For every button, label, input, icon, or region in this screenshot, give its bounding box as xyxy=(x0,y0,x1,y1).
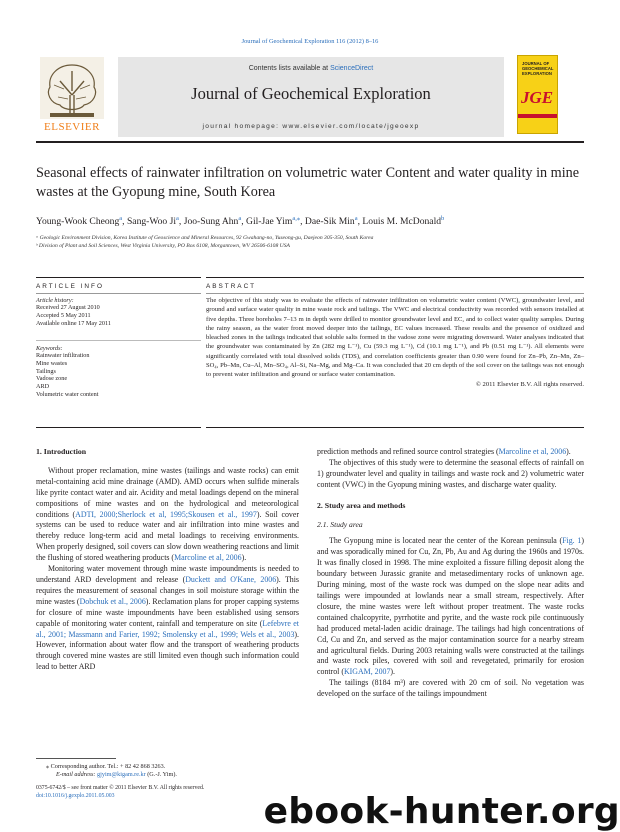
citation-link[interactable]: Lefebvre et al., 2001; Massmann and Farier, 1992; Smolensky et al., 1999; Wels et al., 2003 xyxy=(36,618,300,639)
article-title: Seasonal effects of rainwater infiltration on volumetric water Content and water quality in mine wastes at the Gyopung mine, South Korea xyxy=(36,165,580,200)
author-name[interactable]: Louis M. McDonald xyxy=(362,216,442,228)
corresponding-footnote xyxy=(36,763,299,779)
author-affil-sup[interactable]: a xyxy=(238,215,242,222)
author-list: Young-Wook Cheong$^a$, Sang-Woo Ji$^a$, Joo-Sung Ahn$^a$, Gil-Jae Yim$^{a,⁎}$, Dae-Sik Min$^a$, Louis M. McDonald$^b$ xyxy=(36,215,445,228)
history-label: Article history: xyxy=(36,297,74,304)
citation-link[interactable]: Marcoline et al, 2006 xyxy=(498,447,567,456)
author-name[interactable]: Gil-Jae Yim xyxy=(246,216,293,228)
sciencedirect-link[interactable]: ScienceDirect xyxy=(330,65,374,72)
info-bottom-rule xyxy=(36,427,201,428)
left-column xyxy=(36,447,299,673)
text-run: The Gyopung mine is located near the center of the Korean peninsula ( xyxy=(329,536,563,546)
author-name[interactable]: Sang-Woo Ji xyxy=(126,216,177,228)
text-run: ). Soil cover systems can be used to reduce water and air infiltration into mine wastes and thereby reduce long-term acid and metal loadings to receiving environments. When properly designed, soil covers can slow down weathering reactions and limit the flushing of stored weathering products ( xyxy=(36,509,299,563)
cover-title xyxy=(522,61,553,76)
abstract-copyright: © 2011 Elsevier B.V. All rights reserved. xyxy=(475,380,584,388)
citation-link[interactable]: ADTI, 2000;Sherlock et al, 1995;Skousen et al., 1997 xyxy=(75,509,257,519)
journal-reference[interactable]: Journal of Geochemical Exploration 116 (2012) 8–16 xyxy=(241,38,379,45)
history-received: Received 27 August 2010 xyxy=(36,304,100,311)
cover-abbrev: JGE xyxy=(521,88,554,107)
abstract-top-rule xyxy=(206,277,584,278)
elsevier-wordmark: ELSEVIER xyxy=(44,121,100,133)
right-paragraph-2 xyxy=(317,536,584,678)
keyword-item: Mine wastes xyxy=(36,359,68,367)
issn-line: 0375-6742/$ – see front matter © 2011 Elsevier B.V. All rights reserved. xyxy=(36,785,205,791)
right-paragraph-3: The tailings (8184 m³) are covered with 20 cm of soil. No vegetation was developed on the surface of the tailings impoundment xyxy=(317,678,584,699)
article-history xyxy=(36,297,201,327)
author-affil-sup[interactable]: b xyxy=(441,215,445,222)
author-affil-sup[interactable]: a,⁎ xyxy=(292,215,301,222)
text-run: ). xyxy=(390,667,396,677)
footnote-rule xyxy=(36,758,116,759)
abstract-text: The objective of this study was to evaluate the effects of rainwater infiltration on volumetric water content (VWC), groundwater level, and ground and surface water quality in mine waste rock and tailings. The VWC and electrical conductivity was recorded with sensors installed at five depths. Three boreholes 7–13 m in depth were drilled to monitor groundwater level and EC, and to collect water quality samples. During the rainy season, as the water front moved deeper into the tailings, EC values increased. These results and the presence of oxidized and bleached zones in the tailings indicated that soluble salts formed in the vadose zone were migrating downward. Water analyses indicated that the groundwater was contaminated by Zn (282 mg L⁻¹), Cu (59.3 mg L⁻¹), Cd (10.1 mg L⁻¹), and Pb (0.51 mg L⁻¹). All elements were significantly correlated with total dissolved solids (TDS), and correlation coefficients greater than 0.90 were found for Zn–Pb, Zn–Mn, Zn–SO₄, Pb–Mn, Cu–Al, Mn–SO₄, Al–Si, Na–Mg, and Mg–Ca. It was concluded that 20 cm depth of the soil cover on the tailings was not enough to prevent water infiltration and ground or surface water contamination. xyxy=(206,297,584,379)
section-heading-study-area: 2. Study area and methods xyxy=(317,500,406,510)
elsevier-logo[interactable] xyxy=(36,55,108,135)
author-name[interactable]: Joo-Sung Ahn xyxy=(183,216,239,228)
contents-prefix: Contents lists available at xyxy=(248,65,331,72)
info-mid-rule xyxy=(36,340,201,341)
text-run: prediction methods and refined source control strategies ( xyxy=(317,447,499,456)
text-run: ) and was sporadically mined for Cu, Zn, Pb, Au and Ag during the 1960s and 1970s. It was finally closed in 1998. The mine exploited a fissure filling deposit along the boundary between Jurassic granite and metasedimentary rocks of unknown age. During mining, most of the waste rock was dumped on the slope near adits and tailings were impounded at lowlands near a small stream, respectively. After closure, the mine wastes were left without proper treatment. The waste rocks contained chalcopyrite, pyrrhotite and pyrite, and the waste rock pile continuously had produced metal-laden acidic drainage. The tailings had high concentrations of Cd, Cu and Zn, and served as the major contamination source for a nearby stream and agricultural fields. During 2003 retaining walls were constructed at the tailings and waste rock piles, covered with soil and revegetated, primarily for erosion control ( xyxy=(317,536,584,677)
abstract-body xyxy=(206,296,584,389)
right-paragraph-1: The objectives of this study were to determine the seasonal effects of rainfall on 1) groundwater level and quality in tailings and waste rock and 2) volumetric water content (VWC) in the Gyopung mining wastes, and discharge water quality. xyxy=(317,457,584,489)
section-heading-introduction: 1. Introduction xyxy=(36,447,87,456)
contents-line xyxy=(118,65,504,72)
author-name[interactable]: Dae-Sik Min xyxy=(304,216,355,228)
header-rule xyxy=(36,141,584,143)
abstract-heading: ABSTRACT xyxy=(206,283,257,290)
cover-line-2: GEOCHEMICAL xyxy=(522,66,554,71)
cover-line-3: EXPLORATION xyxy=(522,71,552,76)
history-online: Available online 17 May 2011 xyxy=(36,319,111,327)
keyword-item: Vadose zone xyxy=(36,375,68,383)
email-line xyxy=(36,771,299,779)
homepage-prefix: journal homepage: xyxy=(202,123,283,130)
right-paragraph-0 xyxy=(317,447,584,458)
citation-link[interactable]: Duckett and O'Kane, 2006 xyxy=(185,574,277,584)
elsevier-tree-icon xyxy=(36,55,108,135)
journal-title: Journal of Geochemical Exploration xyxy=(191,84,431,103)
citation-link[interactable]: KIGAM, 2007 xyxy=(343,667,391,677)
author-affil-sup[interactable]: a xyxy=(119,215,123,222)
abstract-bottom-rule xyxy=(206,427,584,428)
info-sub-rule xyxy=(36,293,201,294)
intro-paragraph-1 xyxy=(36,466,299,564)
subsection-heading-study-area: 2.1. Study area xyxy=(317,519,363,529)
abstract-sub-rule xyxy=(206,293,584,294)
right-column xyxy=(317,447,584,700)
email-link[interactable]: gjyim@kigam.re.kr xyxy=(97,771,146,778)
homepage-link[interactable]: www.elsevier.com/locate/jgeoexp xyxy=(282,123,420,130)
info-top-rule xyxy=(36,277,201,278)
watermark-text: ebook-hunter.org xyxy=(263,791,620,832)
figure-link[interactable]: Fig. 1 xyxy=(562,536,582,546)
citation-link[interactable]: Marcoline et al, 2006 xyxy=(174,553,242,563)
cover-stripe xyxy=(518,114,557,118)
keywords-label: Keywords: xyxy=(36,345,63,352)
cover-line-1: JOURNAL OF xyxy=(522,61,550,66)
author-affil-sup[interactable]: a xyxy=(354,215,358,222)
journal-cover[interactable] xyxy=(517,55,558,134)
article-info-heading: ARTICLE INFO xyxy=(36,283,104,290)
keyword-item: ARD xyxy=(36,383,50,391)
keywords xyxy=(36,345,201,399)
keyword-item: Rainwater infiltration xyxy=(36,352,90,359)
history-accepted: Accepted 5 May 2011 xyxy=(36,311,91,319)
intro-paragraph-2 xyxy=(36,564,299,673)
keyword-item: Volumetric water content xyxy=(36,390,99,398)
affiliation-b: ᵇ Division of Plant and Soil Sciences, West Virginia University, PO Box 6108, Morgantown, WV 26506-6108 USA xyxy=(36,243,290,249)
citation-link[interactable]: Dobchuk et al., 2006 xyxy=(79,596,146,606)
email-label: E-mail address: xyxy=(56,771,98,778)
text-run: ). Reclamation plans for proper capping systems for closure of mine waste impoundments have been established using sensors capable of monitoring water content, rainfall and temperature on site ( xyxy=(36,596,300,628)
text-run: ). xyxy=(566,447,571,456)
text-run: ). xyxy=(241,553,247,563)
author-name[interactable]: Young-Wook Cheong xyxy=(36,216,120,228)
text-run: Monitoring water movement through mine waste impoundments is needed to understand ARD development and release ( xyxy=(36,564,299,584)
keyword-item: Tailings xyxy=(36,367,56,375)
text-run: ). However, information about water flow and the transport of weathering products through covered mine wastes are still limited even though such information could lead to better ARD xyxy=(36,629,299,672)
author-affil-sup[interactable]: a xyxy=(176,215,179,222)
affiliation-a: ᵃ Geologic Environment Division, Korea Institute of Geoscience and Mineral Resources, 92 Gwahang-no, Yuseong-gu, Daejeon 305-350, South Korea xyxy=(36,235,374,241)
text-run: ). This requires the measurement of seasonal changes in soil moisture storage within the mine wastes ( xyxy=(36,574,299,606)
footnote-line: ⁎ Corresponding author. Tel.: + 82 42 868 3263. xyxy=(46,763,166,770)
text-run: Without proper reclamation, mine wastes (tailings and waste rocks) can emit metal-containing acid mine drainage (AMD). AMD occurs when sulfide minerals like pyrite contact water and air. Acidity and metal loadings depend on the mineral compositions of mine wastes and on the hydrological and meteorological conditions ( xyxy=(36,465,299,519)
homepage-line xyxy=(118,123,504,130)
email-suffix: (G.-J. Yim). xyxy=(145,771,177,778)
doi-link[interactable]: doi:10.1016/j.gexplo.2011.05.003 xyxy=(36,792,115,799)
